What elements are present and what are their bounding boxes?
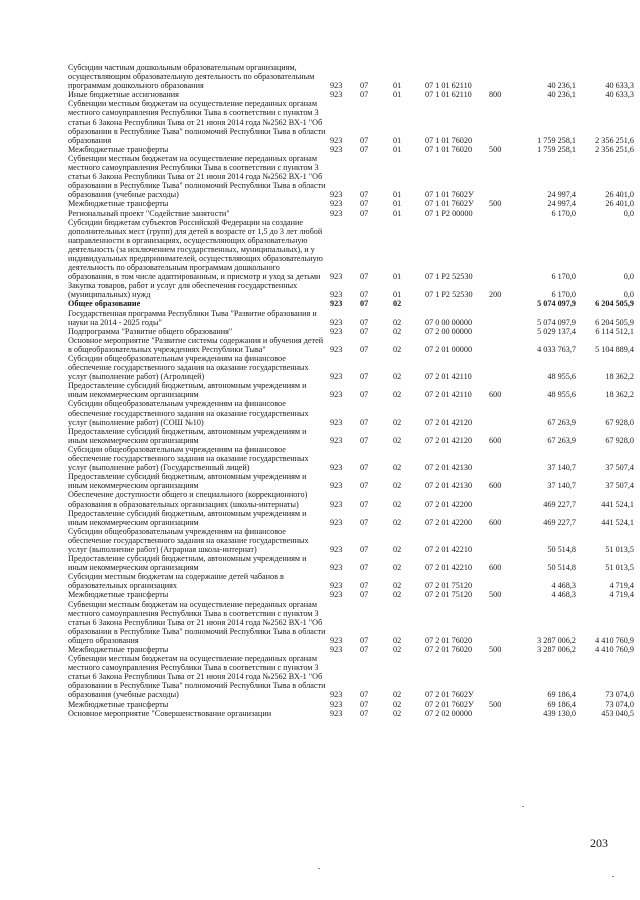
row-target-article: 07 1 01 7602У xyxy=(425,190,474,200)
row-podrazdel: 01 xyxy=(393,90,402,100)
row-name: Региональный проект "Содействие занятости" xyxy=(68,208,230,218)
row-razdel: 07 xyxy=(360,581,369,591)
row-amount-year2: 2 356 251,6 xyxy=(595,144,634,154)
row-expense-type: 500 xyxy=(489,199,502,209)
row-amount-year2: 2 356 251,6 xyxy=(595,135,634,145)
row-target-article: 07 1 01 62110 xyxy=(425,90,472,100)
table-row xyxy=(68,590,634,599)
row-expense-type: 200 xyxy=(489,290,502,300)
row-razdel: 07 xyxy=(360,417,369,427)
row-target-article: 07 2 00 00000 xyxy=(425,326,473,336)
row-ved: 923 xyxy=(330,563,343,573)
row-amount-year2: 0,0 xyxy=(623,290,634,300)
row-expense-type: 600 xyxy=(489,390,502,400)
row-ved: 923 xyxy=(330,435,343,445)
table-row xyxy=(68,700,634,709)
row-target-article: 07 2 01 42210 xyxy=(425,563,473,573)
row-amount-year2: 5 104 889,4 xyxy=(595,344,634,354)
row-amount-year1: 3 287 006,2 xyxy=(537,635,576,645)
row-name: Иные бюджетные ассигнования xyxy=(68,90,179,100)
row-podrazdel: 02 xyxy=(393,390,402,400)
row-podrazdel: 02 xyxy=(393,708,402,718)
row-name: Субсидии общеобразовательным учреждениям на финансовое обеспечение государственного задания на оказание государственных услуг (выполнение работ) (СОШ №10) xyxy=(68,399,309,427)
row-ved: 923 xyxy=(330,499,343,509)
row-target-article: 07 2 01 42200 xyxy=(425,499,473,509)
row-razdel: 07 xyxy=(360,135,369,145)
row-razdel: 07 xyxy=(360,435,369,445)
scan-speck xyxy=(318,868,320,869)
row-expense-type: 600 xyxy=(489,563,502,573)
row-name: Субсидии частным дошкольным образовательным организациям, осуществляющим образовательную деятельность по образовательным программам дошкольного образования xyxy=(68,63,315,91)
row-expense-type: 600 xyxy=(489,435,502,445)
row-target-article: 07 2 01 7602У xyxy=(425,690,474,700)
table-row xyxy=(68,299,634,308)
row-target-article: 07 1 01 62110 xyxy=(425,81,472,91)
row-razdel: 07 xyxy=(360,463,369,473)
row-name: Предоставление субсидий бюджетным, автономным учреждениям и иным некоммерческим организациям xyxy=(68,426,307,445)
row-amount-year1: 40 236,1 xyxy=(547,81,576,91)
row-expense-type: 600 xyxy=(489,481,502,491)
row-razdel: 07 xyxy=(360,390,369,400)
row-razdel: 07 xyxy=(360,499,369,509)
scan-speck xyxy=(522,806,524,807)
table-row xyxy=(68,309,634,327)
table-row xyxy=(68,654,634,699)
row-amount-year1: 5 074 097,9 xyxy=(537,299,576,309)
row-amount-year2: 26 401,0 xyxy=(605,190,634,200)
row-ved: 923 xyxy=(330,590,343,600)
row-razdel: 07 xyxy=(360,144,369,154)
row-amount-year2: 0,0 xyxy=(623,272,634,282)
row-target-article: 07 2 02 00000 xyxy=(425,708,473,718)
row-ved: 923 xyxy=(330,90,343,100)
row-name: Субсидии общеобразовательным учреждениям на финансовое обеспечение государственного задания на оказание государственных услуг (выполнение работ) (Аграрная школа-интернат) xyxy=(68,526,309,554)
row-amount-year1: 69 186,4 xyxy=(547,699,576,709)
row-amount-year1: 5 029 137,4 xyxy=(537,326,576,336)
table-row xyxy=(68,354,634,381)
row-name: Подпрограмма "Развитие общего образования" xyxy=(68,326,233,336)
row-podrazdel: 02 xyxy=(393,499,402,509)
row-name: Основное мероприятие "Совершенствование организации xyxy=(68,708,272,718)
table-row xyxy=(68,472,634,490)
row-podrazdel: 02 xyxy=(393,326,402,336)
row-expense-type: 500 xyxy=(489,699,502,709)
table-row xyxy=(68,218,634,282)
row-podrazdel: 02 xyxy=(393,699,402,709)
row-ved: 923 xyxy=(330,81,343,91)
row-amount-year2: 37 507,4 xyxy=(605,481,634,491)
row-podrazdel: 02 xyxy=(393,463,402,473)
row-amount-year2: 4 410 760,9 xyxy=(595,635,634,645)
row-podrazdel: 02 xyxy=(393,563,402,573)
budget-table xyxy=(68,63,634,718)
row-amount-year2: 4 719,4 xyxy=(609,581,634,591)
row-name: Предоставление субсидий бюджетным, автономным учреждениям и иным некоммерческим организациям xyxy=(68,472,307,491)
row-razdel: 07 xyxy=(360,544,369,554)
table-row xyxy=(68,600,634,645)
row-ved: 923 xyxy=(330,690,343,700)
row-amount-year2: 453 040,5 xyxy=(601,708,634,718)
row-amount-year2: 18 362,2 xyxy=(605,390,634,400)
row-ved: 923 xyxy=(330,517,343,527)
row-target-article: 07 2 01 75120 xyxy=(425,581,473,591)
row-ved: 923 xyxy=(330,708,343,718)
row-target-article: 07 2 01 42110 xyxy=(425,390,472,400)
page-number: 203 xyxy=(590,836,608,850)
row-name: Общее образование xyxy=(68,299,141,309)
row-amount-year1: 40 236,1 xyxy=(547,90,576,100)
table-row xyxy=(68,336,634,354)
row-target-article: 07 2 01 75120 xyxy=(425,590,473,600)
row-target-article: 07 1 01 7602У xyxy=(425,199,474,209)
row-target-article: 07 2 01 42120 xyxy=(425,435,473,445)
row-razdel: 07 xyxy=(360,199,369,209)
row-ved: 923 xyxy=(330,326,343,336)
table-row xyxy=(68,145,634,154)
row-name: Межбюджетные трансферты xyxy=(68,144,169,154)
row-ved: 923 xyxy=(330,390,343,400)
row-name: Межбюджетные трансферты xyxy=(68,590,169,600)
row-amount-year1: 469 227,7 xyxy=(543,499,576,509)
row-ved: 923 xyxy=(330,272,343,282)
row-podrazdel: 01 xyxy=(393,135,402,145)
row-amount-year1: 67 263,9 xyxy=(547,417,576,427)
row-amount-year2: 18 362,2 xyxy=(605,372,634,382)
row-ved: 923 xyxy=(330,144,343,154)
row-ved: 923 xyxy=(330,190,343,200)
row-ved: 923 xyxy=(330,544,343,554)
row-amount-year2: 6 204 505,9 xyxy=(595,299,634,309)
row-ved: 923 xyxy=(330,208,343,218)
row-name: Субвенции местным бюджетам на осуществление переданных органам местного самоуправления Республики Тыва в соответствии с пунктом 3 статьи 6 Закона Республики Тыва от 21 июня 2014 года №2562 ВХ-1 "Об образовании в Республике Тыва" полномочий Республики Тыва в области образования (учебные расходы) xyxy=(68,153,326,200)
row-amount-year1: 1 759 258,1 xyxy=(537,144,576,154)
row-target-article: 07 2 01 76020 xyxy=(425,645,473,654)
row-expense-type: 600 xyxy=(489,517,502,527)
row-podrazdel: 02 xyxy=(393,581,402,591)
row-ved: 923 xyxy=(330,481,343,491)
row-ved: 923 xyxy=(330,463,343,473)
row-podrazdel: 01 xyxy=(393,208,402,218)
row-podrazdel: 01 xyxy=(393,290,402,300)
row-podrazdel: 02 xyxy=(393,317,402,327)
table-row xyxy=(68,709,634,718)
row-razdel: 07 xyxy=(360,190,369,200)
row-target-article: 07 2 01 42120 xyxy=(425,417,473,427)
row-podrazdel: 02 xyxy=(393,435,402,445)
row-amount-year2: 67 928,0 xyxy=(605,417,634,427)
row-amount-year2: 441 524,1 xyxy=(601,499,634,509)
row-razdel: 07 xyxy=(360,590,369,600)
row-amount-year1: 6 170,0 xyxy=(551,272,576,282)
row-razdel: 07 xyxy=(360,299,369,309)
table-row xyxy=(68,199,634,208)
row-amount-year2: 51 013,5 xyxy=(605,563,634,573)
row-amount-year2: 73 074,0 xyxy=(605,699,634,709)
table-row xyxy=(68,427,634,445)
row-amount-year1: 6 170,0 xyxy=(551,208,576,218)
row-razdel: 07 xyxy=(360,290,369,300)
row-razdel: 07 xyxy=(360,326,369,336)
row-amount-year2: 4 410 760,9 xyxy=(595,645,634,654)
row-target-article: 07 2 01 42130 xyxy=(425,481,473,491)
row-target-article: 07 1 01 76020 xyxy=(425,144,473,154)
row-amount-year1: 4 468,3 xyxy=(551,581,576,591)
row-amount-year2: 6 204 505,9 xyxy=(595,317,634,327)
row-razdel: 07 xyxy=(360,690,369,700)
row-target-article: 07 2 01 42210 xyxy=(425,544,473,554)
row-podrazdel: 01 xyxy=(393,272,402,282)
row-amount-year1: 3 287 006,2 xyxy=(537,645,576,654)
table-row xyxy=(68,99,634,144)
table-row xyxy=(68,154,634,199)
table-row xyxy=(68,399,634,426)
scan-speck xyxy=(612,876,614,877)
row-name: Предоставление субсидий бюджетным, автономным учреждениям и иным некоммерческим организациям xyxy=(68,381,307,400)
table-row xyxy=(68,645,634,654)
row-ved: 923 xyxy=(330,344,343,354)
row-target-article: 07 1 P2 00000 xyxy=(425,208,473,218)
row-amount-year1: 439 130,0 xyxy=(543,708,576,718)
row-amount-year1: 37 140,7 xyxy=(547,481,576,491)
row-name: Субсидии общеобразовательным учреждениям на финансовое обеспечение государственного задания на оказание государственных услуг (выполнение работ) (Государственный лицей) xyxy=(68,444,309,473)
row-amount-year2: 6 114 512,1 xyxy=(595,326,634,336)
row-podrazdel: 02 xyxy=(393,344,402,354)
row-name: Межбюджетные трансферты xyxy=(68,699,169,709)
row-razdel: 07 xyxy=(360,317,369,327)
row-razdel: 07 xyxy=(360,635,369,645)
row-amount-year1: 48 955,6 xyxy=(547,390,576,400)
table-row xyxy=(68,209,634,218)
row-ved: 923 xyxy=(330,299,343,309)
row-ved: 923 xyxy=(330,699,343,709)
table-row xyxy=(68,554,634,572)
row-amount-year2: 37 507,4 xyxy=(605,463,634,473)
row-razdel: 07 xyxy=(360,563,369,573)
row-expense-type: 500 xyxy=(489,590,502,600)
row-razdel: 07 xyxy=(360,272,369,282)
row-amount-year2: 4 719,4 xyxy=(609,590,634,600)
row-amount-year1: 48 955,6 xyxy=(547,372,576,382)
row-razdel: 07 xyxy=(360,708,369,718)
row-podrazdel: 02 xyxy=(393,517,402,527)
row-target-article: 07 2 01 7602У xyxy=(425,699,474,709)
row-ved: 923 xyxy=(330,317,343,327)
row-amount-year1: 5 074 097,9 xyxy=(537,317,576,327)
row-name: Субсидии бюджетам субъектов Российской Федерации на создание дополнительных мест (групп) для детей в возрасте от 1,5 до 3 лет любой направленности в организациях, осуществляющих образовательную деятельность (за исключением государственных, муниципальных), и у индивидуальных предпринимателей, осуществляющих образовательную деятельность по образовательным программам дошкольного образования, в том числе адаптированным, и присмотр и уход за детьми xyxy=(68,217,323,282)
row-podrazdel: 01 xyxy=(393,81,402,91)
row-podrazdel: 02 xyxy=(393,635,402,645)
row-name: Субсидии местным бюджетам на содержание детей чабанов в образовательных организациях xyxy=(68,572,284,591)
table-row xyxy=(68,527,634,554)
row-amount-year1: 24 997,4 xyxy=(547,190,576,200)
table-row xyxy=(68,490,634,508)
row-name: Закупка товаров, работ и услуг для обеспечения государственных (муниципальных) нужд xyxy=(68,281,298,300)
row-razdel: 07 xyxy=(360,481,369,491)
row-name: Субвенции местным бюджетам на осуществление переданных органам местного самоуправления Республики Тыва в соответствии с пунктом 3 статьи 6 Закона Республики Тыва от 21 июня 2014 года №2562 ВХ-1 "Об образовании в Республике Тыва" полномочий Республики Тыва в области общего образования xyxy=(68,599,326,645)
row-amount-year2: 40 633,3 xyxy=(605,81,634,91)
table-row xyxy=(68,63,634,90)
row-amount-year2: 441 524,1 xyxy=(601,517,634,527)
row-ved: 923 xyxy=(330,372,343,382)
row-name: Межбюджетные трансферты xyxy=(68,199,169,209)
row-ved: 923 xyxy=(330,199,343,209)
row-name: Субсидии общеобразовательным учреждениям на финансовое обеспечение государственного задания на оказание государственных услуг (выполнение работ) (Агролицей) xyxy=(68,354,309,382)
row-amount-year1: 4 468,3 xyxy=(551,590,576,600)
row-podrazdel: 02 xyxy=(393,544,402,554)
row-podrazdel: 01 xyxy=(393,144,402,154)
row-amount-year2: 51 013,5 xyxy=(605,544,634,554)
row-podrazdel: 01 xyxy=(393,199,402,209)
table-row xyxy=(68,327,634,336)
row-podrazdel: 02 xyxy=(393,372,402,382)
row-target-article: 07 1 P2 52530 xyxy=(425,272,473,282)
row-amount-year1: 6 170,0 xyxy=(551,290,576,300)
row-name: Государственная программа Республики Тыва "Развитие образования и науки на 2014 - 2025 годы" xyxy=(68,308,317,327)
row-amount-year2: 0,0 xyxy=(623,208,634,218)
row-amount-year1: 50 514,8 xyxy=(547,544,576,554)
row-amount-year2: 40 633,3 xyxy=(605,90,634,100)
row-podrazdel: 02 xyxy=(393,590,402,600)
row-target-article: 07 1 01 76020 xyxy=(425,135,473,145)
row-amount-year1: 24 997,4 xyxy=(547,199,576,209)
row-amount-year1: 50 514,8 xyxy=(547,563,576,573)
row-podrazdel: 02 xyxy=(393,481,402,491)
row-podrazdel: 02 xyxy=(393,299,402,309)
row-razdel: 07 xyxy=(360,645,369,654)
row-name: Обеспечение доступности общего и специального (коррекционного) образования в образовательных организациях (школы-интернаты) xyxy=(68,490,308,509)
row-amount-year2: 26 401,0 xyxy=(605,199,634,209)
row-amount-year1: 69 186,4 xyxy=(547,690,576,700)
row-target-article: 07 2 01 42200 xyxy=(425,517,473,527)
row-name: Субвенции местным бюджетам на осуществление переданных органам местного самоуправления Республики Тыва в соответствии с пунктом 3 статьи 6 Закона Республики Тыва от 21 июня 2014 года №2562 ВХ-1 "Об образовании в Республике Тыва" полномочий Республики Тыва в области образования (учебные расходы) xyxy=(68,654,326,700)
table-row xyxy=(68,445,634,472)
row-podrazdel: 02 xyxy=(393,690,402,700)
row-name: Межбюджетные трансферты xyxy=(68,645,169,654)
row-razdel: 07 xyxy=(360,699,369,709)
row-name: Предоставление субсидий бюджетным, автономным учреждениям и иным некоммерческим организациям xyxy=(68,508,307,527)
row-ved: 923 xyxy=(330,290,343,300)
row-amount-year1: 1 759 258,1 xyxy=(537,135,576,145)
table-row xyxy=(68,90,634,99)
table-row xyxy=(68,281,634,299)
row-razdel: 07 xyxy=(360,344,369,354)
row-amount-year1: 37 140,7 xyxy=(547,463,576,473)
row-razdel: 07 xyxy=(360,517,369,527)
row-target-article: 07 0 00 00000 xyxy=(425,317,473,327)
row-ved: 923 xyxy=(330,645,343,654)
row-ved: 923 xyxy=(330,581,343,591)
row-name: Предоставление субсидий бюджетным, автономным учреждениям и иным некоммерческим организациям xyxy=(68,554,307,573)
row-name: Основное мероприятие "Развитие системы содержания и обучения детей в общеобразовательных учреждениях Республики Тыва" xyxy=(68,335,324,354)
row-amount-year1: 67 263,9 xyxy=(547,435,576,445)
row-target-article: 07 2 01 76020 xyxy=(425,635,473,645)
table-row xyxy=(68,572,634,590)
row-ved: 923 xyxy=(330,635,343,645)
row-expense-type: 500 xyxy=(489,144,502,154)
row-target-article: 07 2 01 42130 xyxy=(425,463,473,473)
row-razdel: 07 xyxy=(360,372,369,382)
row-target-article: 07 2 01 42110 xyxy=(425,372,472,382)
row-expense-type: 800 xyxy=(489,90,502,100)
row-razdel: 07 xyxy=(360,208,369,218)
table-row xyxy=(68,509,634,527)
row-podrazdel: 02 xyxy=(393,417,402,427)
row-razdel: 07 xyxy=(360,90,369,100)
row-target-article: 07 1 P2 52530 xyxy=(425,290,473,300)
row-amount-year2: 67 928,0 xyxy=(605,435,634,445)
row-name: Субвенции местным бюджетам на осуществление переданных органам местного самоуправления Республики Тыва в соответствии с пунктом 3 статьи 6 Закона Республики Тыва от 21 июня 2014 года №2562 ВХ-1 "Об образовании в Республике Тыва" полномочий Республики Тыва в области образования xyxy=(68,99,326,145)
row-amount-year1: 4 033 763,7 xyxy=(537,344,576,354)
row-razdel: 07 xyxy=(360,81,369,91)
row-podrazdel: 02 xyxy=(393,645,402,654)
row-ved: 923 xyxy=(330,135,343,145)
row-target-article: 07 2 01 00000 xyxy=(425,344,473,354)
table-row xyxy=(68,381,634,399)
row-amount-year2: 73 074,0 xyxy=(605,690,634,700)
row-ved: 923 xyxy=(330,417,343,427)
row-expense-type: 500 xyxy=(489,645,502,654)
row-amount-year1: 469 227,7 xyxy=(543,517,576,527)
row-podrazdel: 01 xyxy=(393,190,402,200)
